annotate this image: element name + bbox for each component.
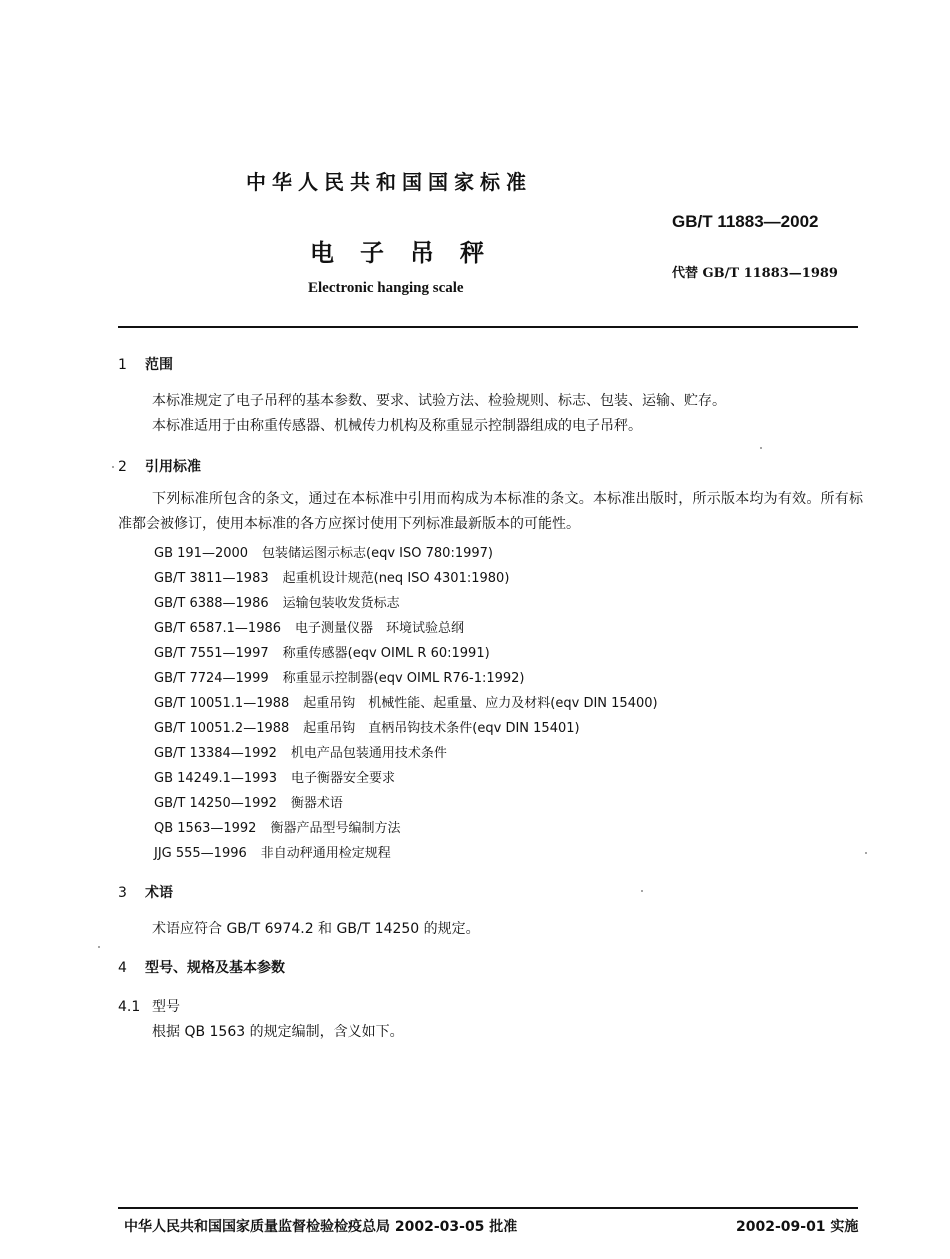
- reference-item: QB 1563—1992 衡器产品型号编制方法: [154, 821, 401, 836]
- reference-item: GB/T 10051.2—1988 起重吊钩 直柄吊钩技术条件(eqv DIN 15401): [154, 721, 580, 736]
- reference-item: JJG 555—1996 非自动秤通用检定规程: [154, 846, 391, 861]
- reference-item: GB 191—2000 包装储运图示标志(eqv ISO 780:1997): [154, 546, 493, 561]
- section-number: 1: [118, 357, 127, 373]
- section-1-heading: [118, 354, 173, 374]
- scan-speck: [112, 466, 114, 468]
- subsection-4-1-heading: [118, 996, 180, 1016]
- section-3-paragraph: 术语应符合 GB/T 6974.2 和 GB/T 14250 的规定。: [152, 921, 480, 937]
- scan-speck: [641, 890, 643, 892]
- section-1-paragraph-1: 本标准规定了电子吊秤的基本参数、要求、试验方法、检验规则、标志、包装、运输、贮存。: [152, 393, 726, 409]
- section-title: 术语: [145, 885, 173, 901]
- reference-item: GB/T 7724—1999 称重显示控制器(eqv OIML R76-1:1992): [154, 671, 525, 686]
- document-title-en: Electronic hanging scale: [308, 280, 464, 296]
- section-number: 2: [118, 459, 127, 475]
- scan-speck: [98, 946, 100, 948]
- section-1-paragraph-2: 本标准适用于由称重传感器、机械传力机构及称重显示控制器组成的电子吊秤。: [152, 418, 642, 434]
- subsection-4-1-paragraph: 根据 QB 1563 的规定编制，含义如下。: [152, 1024, 404, 1040]
- footer-divider: [118, 1207, 858, 1209]
- section-2-heading: [118, 456, 201, 476]
- reference-item: GB/T 13384—1992 机电产品包装通用技术条件: [154, 746, 447, 761]
- reference-item: GB/T 10051.1—1988 起重吊钩 机械性能、起重量、应力及材料(eqv DIN 15400): [154, 696, 658, 711]
- header-divider: [118, 326, 858, 328]
- standard-number: GB/T 11883—2002: [672, 212, 819, 231]
- section-title: 引用标准: [145, 459, 201, 475]
- implementation-date: 2002-09-01 实施: [736, 1219, 859, 1235]
- scan-speck: [760, 447, 762, 449]
- replaces-standard: 代替 GB/T 11883—1989: [672, 266, 838, 281]
- reference-item: GB 14249.1—1993 电子衡器安全要求: [154, 771, 395, 786]
- scan-speck: [865, 852, 867, 854]
- reference-item: GB/T 7551—1997 称重传感器(eqv OIML R 60:1991): [154, 646, 490, 661]
- subsection-title: 型号: [152, 999, 180, 1015]
- section-title: 型号、规格及基本参数: [145, 960, 285, 976]
- national-standard-heading: 中华人民共和国国家标准: [246, 170, 532, 194]
- subsection-number: 4.1: [118, 999, 141, 1015]
- section-title: 范围: [145, 357, 173, 373]
- approval-statement: 中华人民共和国国家质量监督检验检疫总局 2002-03-05 批准: [124, 1219, 518, 1235]
- reference-item: GB/T 6388—1986 运输包装收发货标志: [154, 596, 400, 611]
- reference-item: GB/T 6587.1—1986 电子测量仪器 环境试验总纲: [154, 621, 465, 636]
- reference-item: GB/T 14250—1992 衡器术语: [154, 796, 343, 811]
- reference-item: GB/T 3811—1983 起重机设计规范(neq ISO 4301:1980): [154, 571, 510, 586]
- section-2-intro: 下列标准所包含的条文，通过在本标准中引用而构成为本标准的条文。本标准出版时，所示版本均为有效。所有标准都会被修订，使用本标准的各方应探讨使用下列标准最新版本的可能性。: [118, 491, 863, 532]
- section-3-heading: [118, 882, 173, 902]
- section-4-heading: [118, 957, 285, 977]
- section-number: 4: [118, 960, 127, 976]
- document-title-cn: 电子吊秤: [310, 239, 510, 267]
- section-number: 3: [118, 885, 127, 901]
